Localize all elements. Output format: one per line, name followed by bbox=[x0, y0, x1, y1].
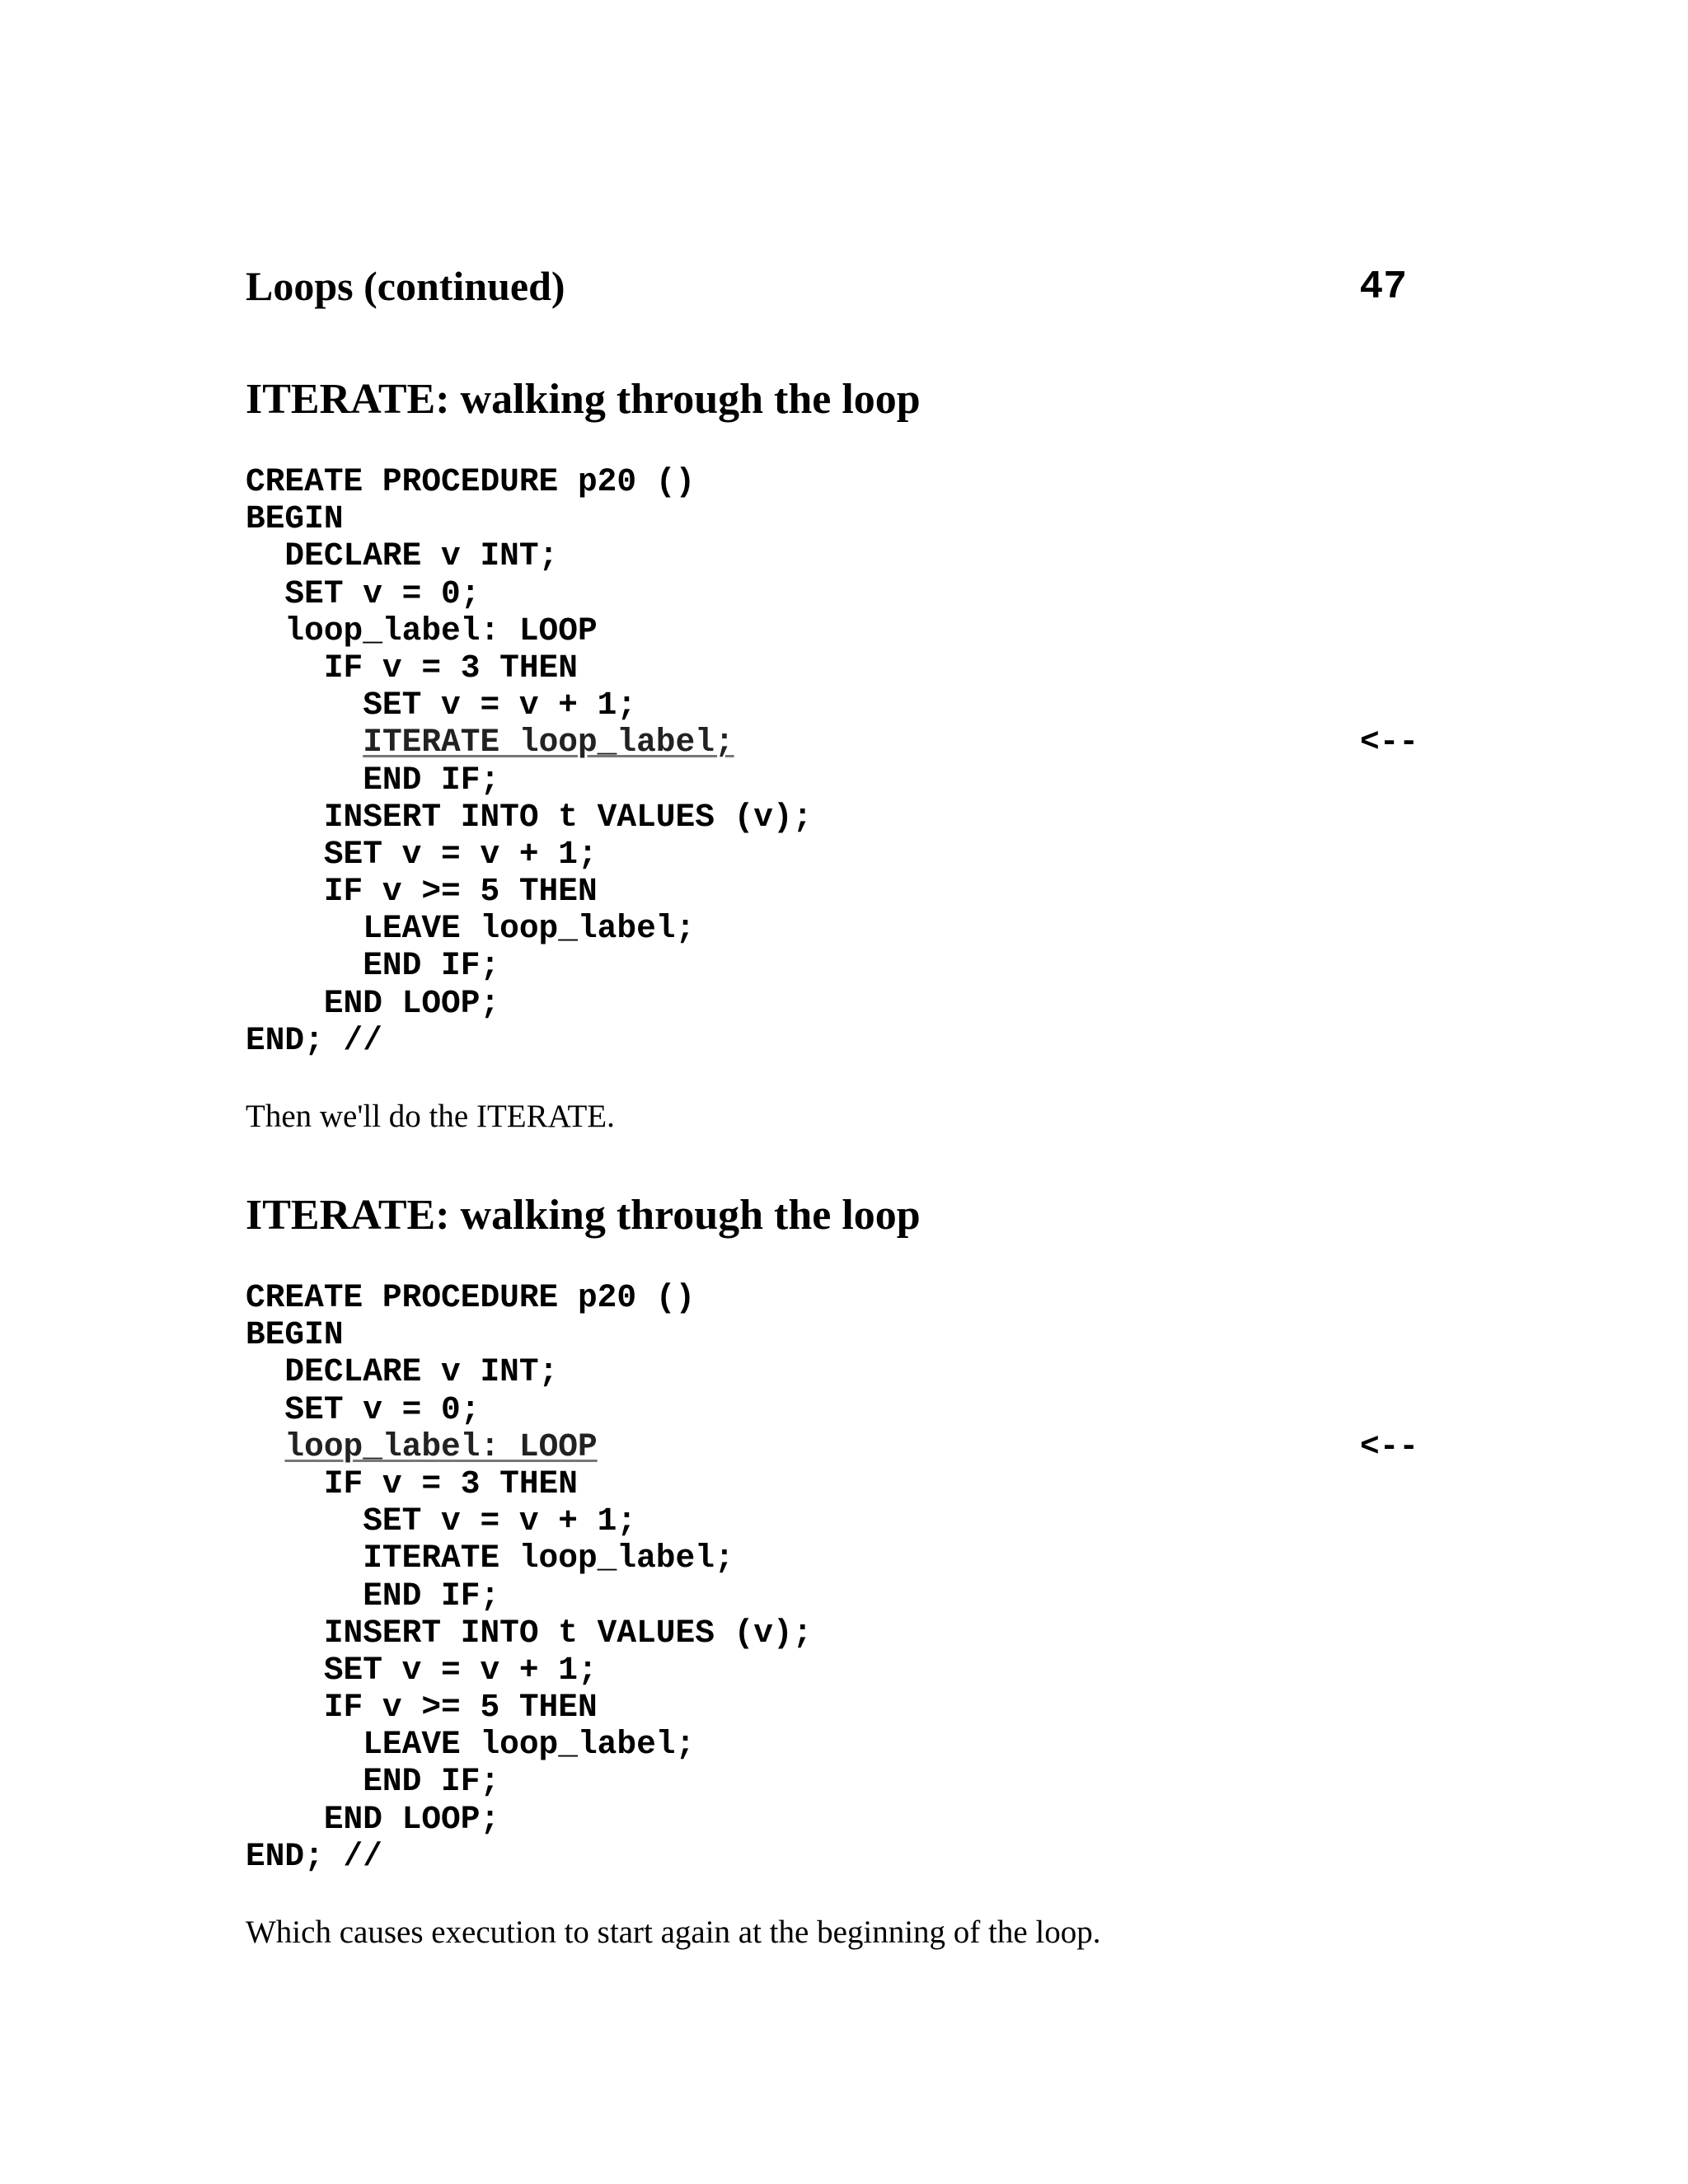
page-number: 47 bbox=[1359, 265, 1407, 310]
code-line bbox=[246, 500, 812, 537]
code-line-text: INSERT INTO t VALUES (v); bbox=[246, 798, 813, 836]
code-line bbox=[246, 1316, 812, 1353]
code-line-text: IF v >= 5 THEN bbox=[246, 1689, 598, 1727]
code-line-text: END; // bbox=[246, 1837, 382, 1875]
code-line-text: END LOOP; bbox=[246, 1800, 500, 1838]
code-line-text: END; // bbox=[246, 1021, 382, 1059]
code-line-text: CREATE PROCEDURE p20 () bbox=[246, 1279, 696, 1316]
pointer-arrow: <-- bbox=[1360, 1427, 1419, 1465]
code-indent bbox=[246, 724, 363, 761]
code-line bbox=[246, 1838, 812, 1875]
code-line bbox=[246, 762, 812, 799]
code-line bbox=[246, 1391, 812, 1428]
code-line-text: BEGIN bbox=[246, 1316, 344, 1354]
code-line bbox=[246, 1726, 812, 1763]
code-line-text: END LOOP; bbox=[246, 984, 500, 1022]
code-line-text: END IF; bbox=[246, 1763, 500, 1801]
code-line-text: INSERT INTO t VALUES (v); bbox=[246, 1614, 813, 1652]
code-line bbox=[246, 1502, 812, 1540]
code-line bbox=[246, 687, 812, 724]
code-line-text: IF v >= 5 THEN bbox=[246, 873, 598, 911]
code-line-text: SET v = 0; bbox=[246, 574, 481, 612]
code-line bbox=[246, 1763, 812, 1800]
code-line-text: BEGIN bbox=[246, 500, 344, 538]
code-line bbox=[246, 537, 812, 574]
code-line-text: END IF; bbox=[246, 761, 500, 799]
code-line-text: loop_label: LOOP bbox=[246, 612, 598, 649]
code-line-text: LEAVE loop_label; bbox=[246, 1726, 696, 1764]
code-line bbox=[246, 873, 812, 910]
code-line-text: CREATE PROCEDURE p20 () bbox=[246, 463, 696, 500]
code-line bbox=[246, 649, 812, 687]
section-heading: ITERATE: walking through the loop bbox=[246, 1192, 921, 1239]
code-line-text: END IF; bbox=[246, 1577, 500, 1615]
code-line-highlighted bbox=[246, 1427, 1419, 1465]
code-line bbox=[246, 1577, 812, 1615]
code-line bbox=[246, 1022, 812, 1059]
code-indent bbox=[246, 1428, 284, 1465]
code-line-text: SET v = v + 1; bbox=[246, 835, 598, 873]
code-line-text: IF v = 3 THEN bbox=[246, 1465, 578, 1502]
code-line-text: LEAVE loop_label; bbox=[246, 910, 696, 948]
code-line bbox=[246, 1801, 812, 1838]
code-line-text: DECLARE v INT; bbox=[246, 537, 559, 575]
caption: Then we'll do the ITERATE. bbox=[246, 1099, 615, 1134]
page-title: Loops (continued) bbox=[246, 263, 565, 309]
code-line bbox=[246, 910, 812, 947]
code-line-text: END IF; bbox=[246, 947, 500, 985]
code-line-text: SET v = v + 1; bbox=[246, 1502, 637, 1540]
code-line bbox=[246, 1652, 812, 1689]
page-header bbox=[246, 257, 1416, 315]
code-block bbox=[246, 463, 1419, 1059]
code-line bbox=[246, 985, 812, 1022]
code-line bbox=[246, 612, 812, 649]
code-line-text: SET v = v + 1; bbox=[246, 687, 637, 724]
code-line-text: ITERATE loop_label; bbox=[246, 1540, 734, 1577]
pointer-arrow: <-- bbox=[1360, 724, 1419, 762]
code-line-text: SET v = v + 1; bbox=[246, 1651, 598, 1689]
code-line-text: ITERATE loop_label; bbox=[363, 724, 734, 762]
code-line bbox=[246, 1689, 812, 1726]
code-line bbox=[246, 1615, 812, 1652]
code-line-text: DECLARE v INT; bbox=[246, 1353, 559, 1391]
code-block bbox=[246, 1279, 1419, 1875]
code-line-text: IF v = 3 THEN bbox=[246, 649, 578, 687]
code-line bbox=[246, 1279, 812, 1316]
code-line bbox=[246, 947, 812, 984]
code-line bbox=[246, 463, 812, 500]
code-line bbox=[246, 799, 812, 836]
code-line-text: loop_label: LOOP bbox=[284, 1427, 598, 1465]
caption: Which causes execution to start again at the beginning of the loop. bbox=[246, 1915, 1101, 1950]
code-line bbox=[246, 575, 812, 612]
code-line bbox=[246, 1540, 812, 1577]
code-line bbox=[246, 1465, 812, 1502]
code-line-highlighted bbox=[246, 724, 1419, 762]
code-line-text: SET v = 0; bbox=[246, 1390, 481, 1428]
code-line bbox=[246, 836, 812, 873]
code-line bbox=[246, 1353, 812, 1390]
section-heading: ITERATE: walking through the loop bbox=[246, 376, 921, 423]
